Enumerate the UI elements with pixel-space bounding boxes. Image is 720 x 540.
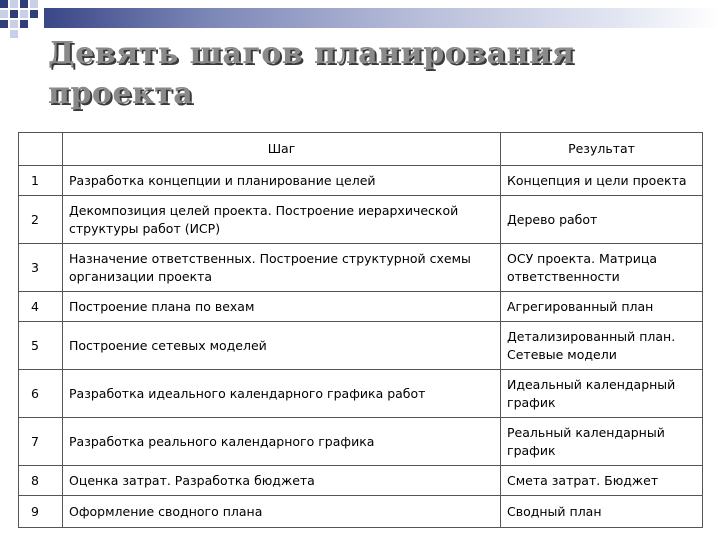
row-result: Сводный план [501, 496, 703, 528]
slide-title: Девять шагов планирования проекта [48, 36, 575, 111]
row-result: Детализированный план. Сетевые модели [501, 322, 703, 370]
table-row [19, 466, 703, 496]
row-step: Назначение ответственных. Построение структурной схемы организации проекта [63, 244, 501, 292]
row-step: Оценка затрат. Разработка бюджета [63, 466, 501, 496]
row-result: Агрегированный план [501, 292, 703, 322]
row-step: Разработка идеального календарного графика работ [63, 370, 501, 418]
table-row [19, 244, 703, 292]
row-number: 4 [19, 292, 63, 322]
row-number: 9 [19, 496, 63, 528]
header-gradient-bar [44, 8, 720, 28]
row-number: 5 [19, 322, 63, 370]
row-result: Смета затрат. Бюджет [501, 466, 703, 496]
row-step: Оформление сводного плана [63, 496, 501, 528]
row-number: 1 [19, 166, 63, 196]
row-step: Построение сетевых моделей [63, 322, 501, 370]
row-result: Дерево работ [501, 196, 703, 244]
table-row [19, 496, 703, 528]
table-row [19, 370, 703, 418]
row-number: 7 [19, 418, 63, 466]
table-row [19, 292, 703, 322]
planning-steps-table [18, 132, 702, 528]
row-step: Разработка реального календарного графика [63, 418, 501, 466]
row-number: 3 [19, 244, 63, 292]
header-step: Шаг [63, 133, 501, 166]
row-result: ОСУ проекта. Матрица ответственности [501, 244, 703, 292]
row-result: Реальный календарный график [501, 418, 703, 466]
row-number: 8 [19, 466, 63, 496]
row-result: Идеальный календарный график [501, 370, 703, 418]
table-row [19, 418, 703, 466]
table-header-row [19, 133, 703, 166]
header-result: Результат [501, 133, 703, 166]
steps-table [18, 132, 703, 528]
table-row [19, 322, 703, 370]
row-step: Построение плана по вехам [63, 292, 501, 322]
table-row [19, 166, 703, 196]
row-number: 6 [19, 370, 63, 418]
row-step: Разработка концепции и планирование целей [63, 166, 501, 196]
row-step: Декомпозиция целей проекта. Построение иерархической структуры работ (ИСР) [63, 196, 501, 244]
table-row [19, 196, 703, 244]
row-result: Концепция и цели проекта [501, 166, 703, 196]
header-num [19, 133, 63, 166]
row-number: 2 [19, 196, 63, 244]
